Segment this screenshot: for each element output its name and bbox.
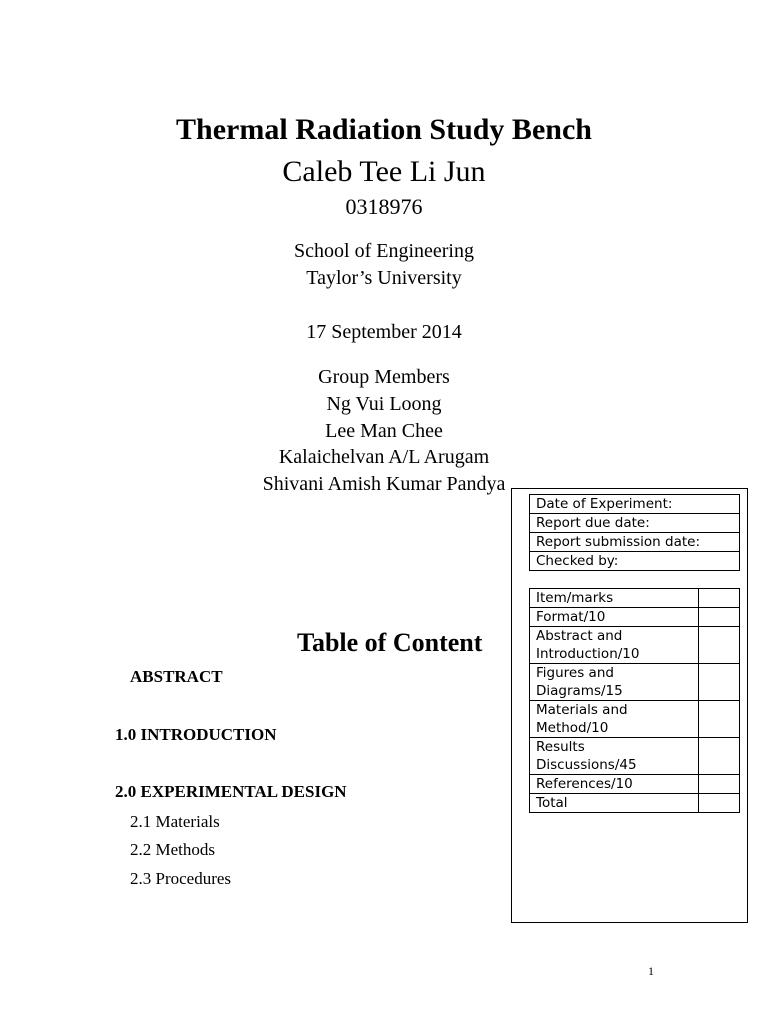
marks-item-cell: Materials and Method/10 <box>530 701 699 738</box>
marks-score-cell <box>699 775 740 794</box>
toc-item: ABSTRACT <box>130 667 223 686</box>
group-member: Lee Man Chee <box>325 420 443 442</box>
marks-item-cell: Figures and Diagrams/15 <box>530 664 699 701</box>
marks-table <box>529 588 740 813</box>
marks-item-cell: References/10 <box>530 775 699 794</box>
toc-subitem: 2.2 Methods <box>130 840 215 859</box>
report-info-table <box>529 494 740 571</box>
table-row <box>530 775 740 794</box>
group-member: Kalaichelvan A/L Arugam <box>278 446 490 468</box>
toc-title: Table of Content <box>297 628 483 657</box>
table-row <box>530 738 740 775</box>
marks-item-cell: Abstract and Introduction/10 <box>530 627 699 664</box>
table-row <box>530 794 740 813</box>
toc-item: 2.0 EXPERIMENTAL DESIGN <box>115 782 347 801</box>
report-date: 17 September 2014 <box>306 321 462 343</box>
group-member: Ng Vui Loong <box>326 393 442 415</box>
info-cell: Date of Experiment: <box>530 495 740 514</box>
group-heading: Group Members <box>318 366 450 388</box>
marks-item-cell: Format/10 <box>530 608 699 627</box>
info-cell: Report submission date: <box>530 533 740 552</box>
table-row <box>530 608 740 627</box>
marks-score-cell <box>699 738 740 775</box>
table-row <box>530 514 740 533</box>
info-cell: Report due date: <box>530 514 740 533</box>
table-row <box>530 664 740 701</box>
toc-item: 1.0 INTRODUCTION <box>115 725 277 744</box>
student-id: 0318976 <box>345 194 423 219</box>
marks-score-cell <box>699 589 740 608</box>
toc-subitem: 2.3 Procedures <box>130 869 232 888</box>
group-member: Shivani Amish Kumar Pandya <box>262 473 506 495</box>
document-title: Thermal Radiation Study Bench <box>176 113 592 146</box>
marks-item-cell: Total <box>530 794 699 813</box>
table-row <box>530 533 740 552</box>
page-number: 1 <box>648 964 654 978</box>
table-row <box>530 589 740 608</box>
marks-item-cell: Results Discussions/45 <box>530 738 699 775</box>
marks-item-cell: Item/marks <box>530 589 699 608</box>
table-row <box>530 701 740 738</box>
table-row <box>530 627 740 664</box>
marks-score-cell <box>699 794 740 813</box>
marks-score-cell <box>699 608 740 627</box>
marks-score-cell <box>699 664 740 701</box>
toc-subitem: 2.1 Materials <box>130 812 220 831</box>
school-name: School of Engineering <box>294 240 474 262</box>
table-row <box>530 552 740 571</box>
marks-score-cell <box>699 701 740 738</box>
author-name: Caleb Tee Li Jun <box>282 155 486 188</box>
table-row <box>530 495 740 514</box>
info-cell: Checked by: <box>530 552 740 571</box>
marks-score-cell <box>699 627 740 664</box>
university-name: Taylor’s University <box>306 267 462 289</box>
